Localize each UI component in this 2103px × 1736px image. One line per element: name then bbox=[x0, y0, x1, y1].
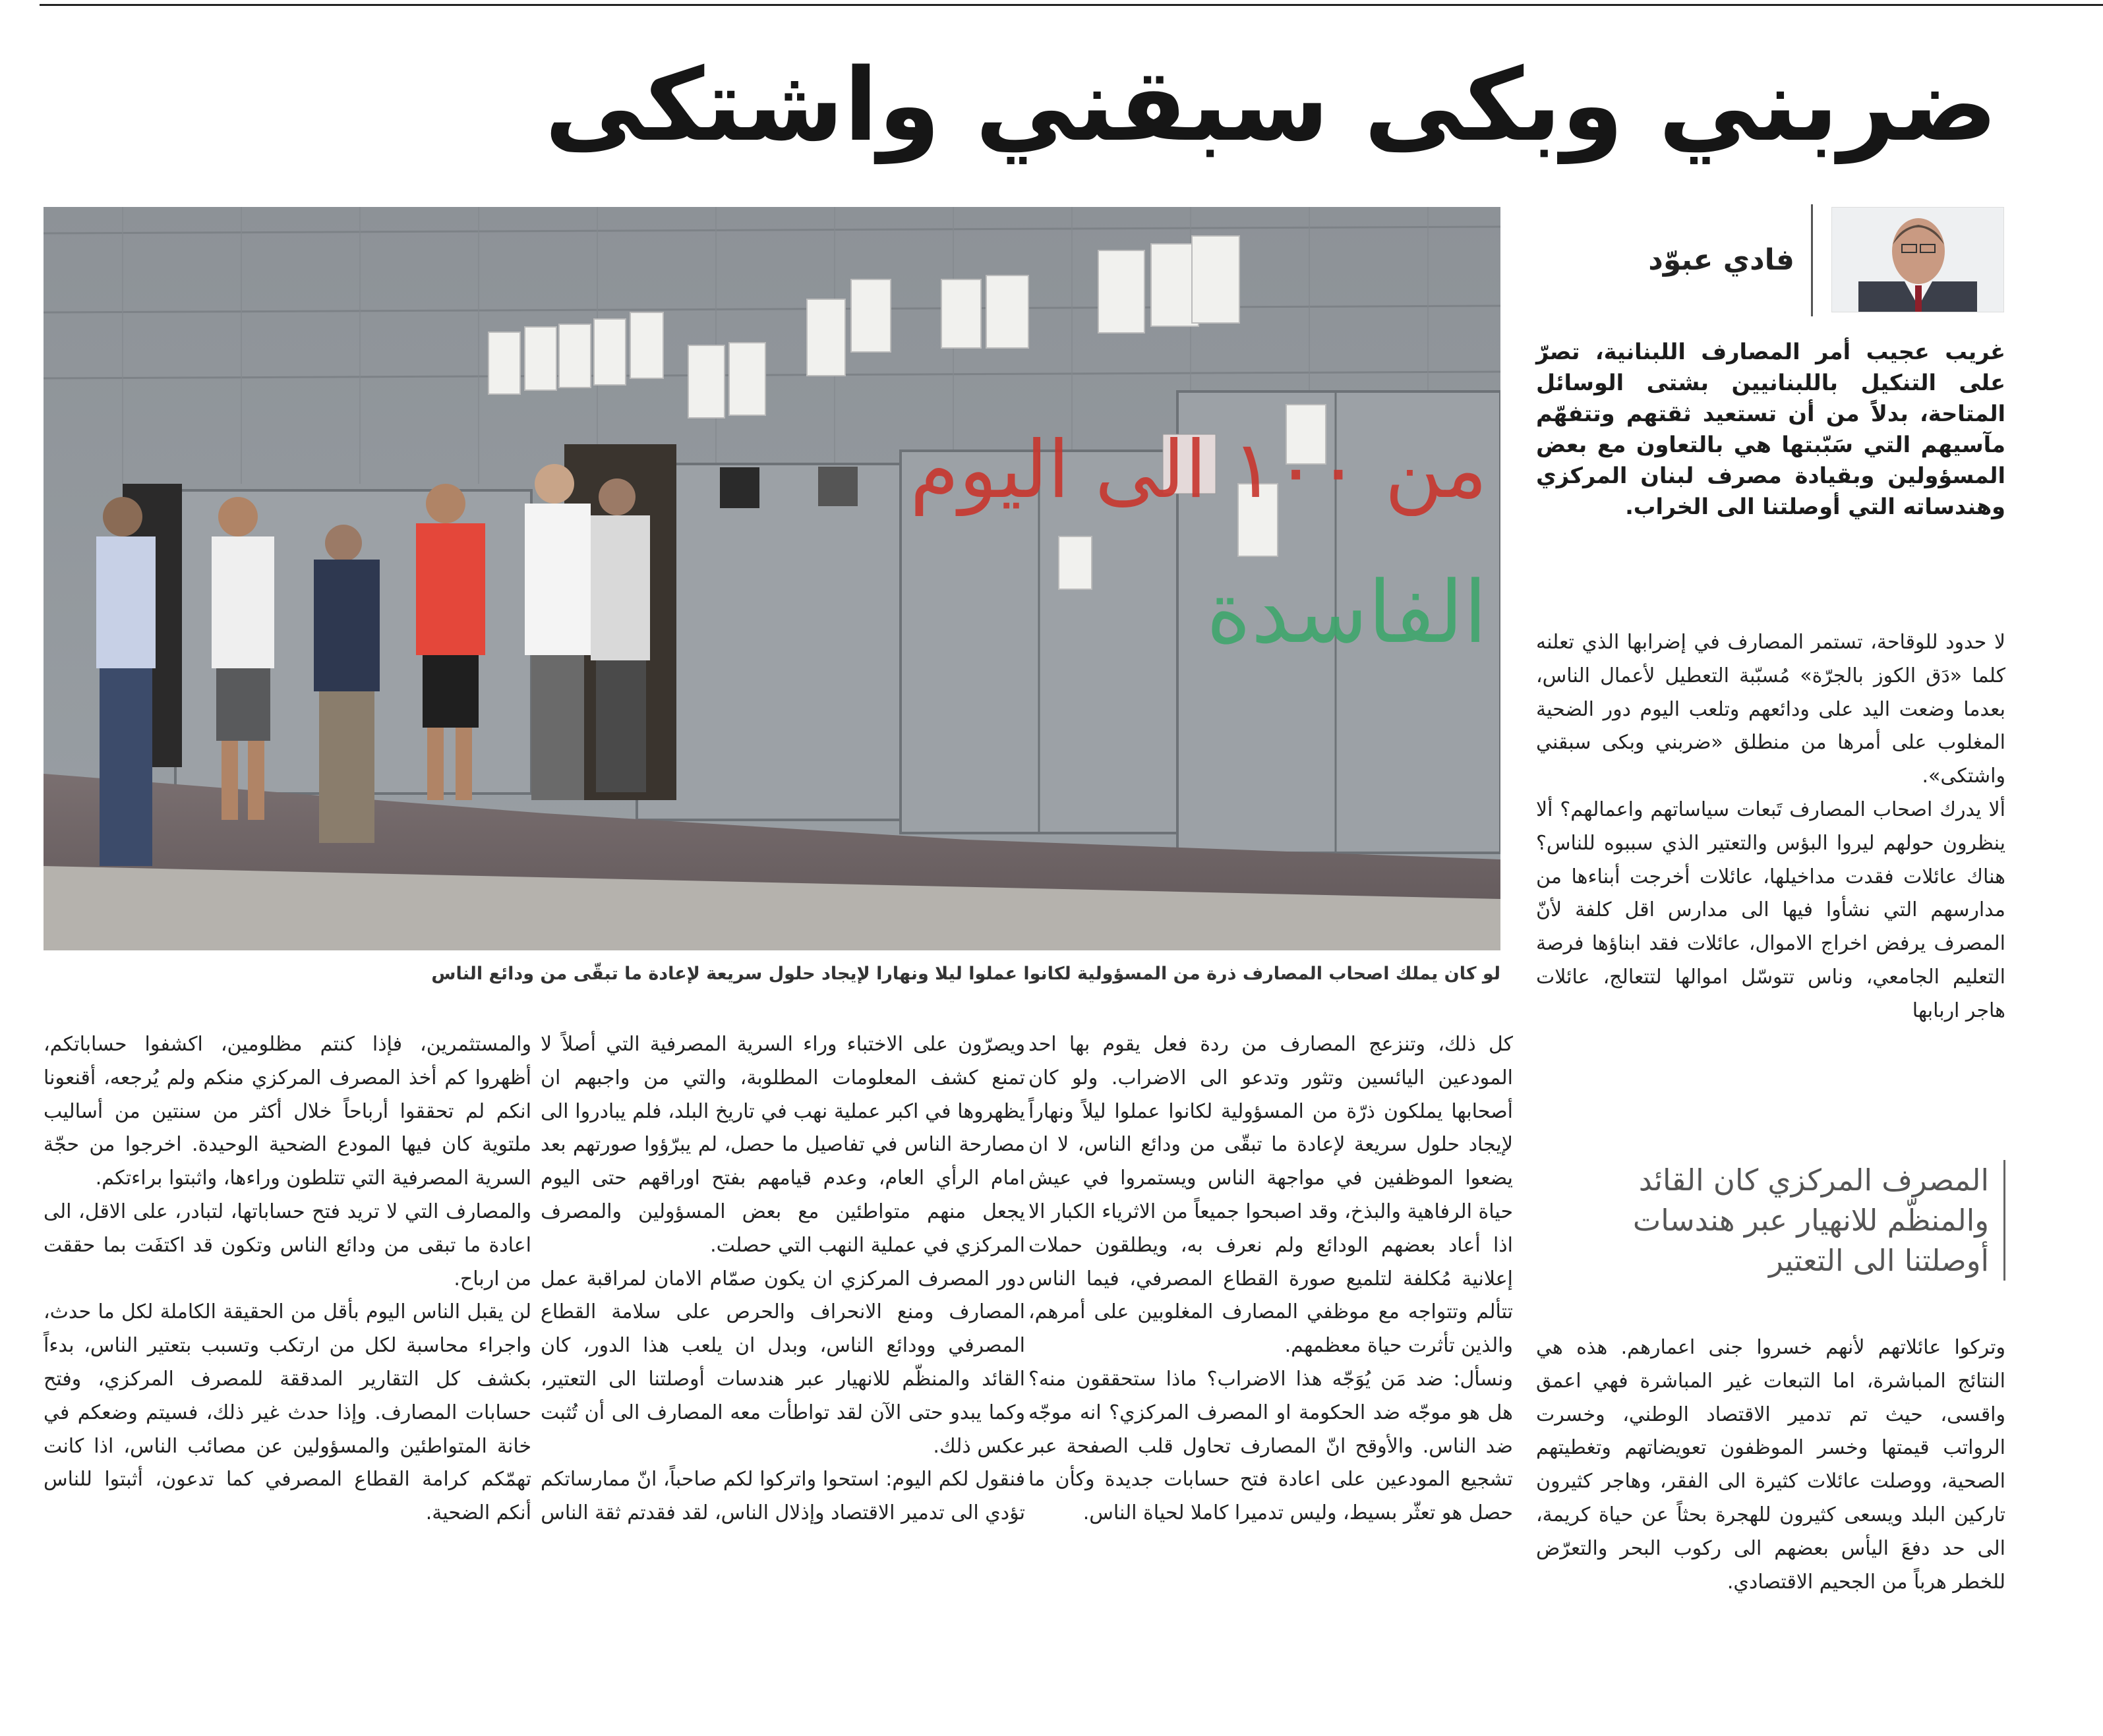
article-lede bbox=[1536, 336, 2005, 522]
paragraph: لن يقبل الناس اليوم بأقل من الحقيقة الكاملة لكل ما حدث، واجراء محاسبة لكل من ارتكب وتسبب بتعتير الناس، بدءاً بكشف كل التقارير المدققة للمصرف المركزي، وفتح حسابات المصارف. وإذا حدث غير ذلك، فسيتم وضعكم في خانة المتواطئين والمسؤولين عن مصائب الناس، اذا كانت تهمّكم كرامة القطاع المصرفي كما تدعون، أثبتوا للناس أنكم الضحية. bbox=[44, 1300, 531, 1525]
byline-divider bbox=[1811, 204, 1813, 316]
paragraph: ونسأل: ضد مَن يُوَجّه هذا الاضراب؟ ماذا ستحققون منه؟ هل هو موجّه ضد الحكومة او المصرف المركزي؟ انه موجّه ضد الناس. والأوقح انّ المصارف تحاول قلب الصفحة عبر تشجيع المودعين على اعادة فتح حسابات جديدة وكأن ما حصل هو تعثّر بسيط، وليس تدميرا كاملا لحياة الناس. bbox=[1028, 1367, 1513, 1525]
paragraph: وتركوا عائلاتهم لأنهم خسروا جنى اعمارهم. هذه هي النتائج المباشرة، اما التبعات غير المباشرة فهي اعمق واقسى، حيث تم تدمير الاقتصاد الوطني، وخسرت الرواتب قيمتها وخسر الموظفون تعويضاتهم وتغطيتهم الصحية، ووصلت عائلات كثيرة الى الفقر، وهاجر كثيرون تاركين البلد ويسعى كثيرون للهجرة بحثاً عن حياة كريمة، الى حد دفعَ اليأس بعضهم الى ركوب البحر والتعرّض للخطر هرباً من الجحيم الاقتصادي. bbox=[1536, 1336, 2005, 1594]
top-rule bbox=[40, 4, 2103, 6]
author-name: فادي عبوّد bbox=[1648, 243, 1794, 277]
column-right-top bbox=[1536, 626, 2005, 1028]
photo-caption: لو كان يملك اصحاب المصارف ذرة من المسؤولية لكانوا عملوا ليلا ونهارا لإيجاد حلول سريعة لإعادة ما تبقّى من ودائع الناس bbox=[431, 964, 1500, 984]
column-b bbox=[541, 1028, 1025, 1530]
paragraph: والمستثمرين، فإذا كنتم مظلومين، اكشفوا حساباتكم، أظهروا كم أخذ المصرف المركزي منكم ولم يُرجعه، أقنعونا انكم لم تحققوا أرباحاً خلال أكثر من سنتين من أساليب ملتوية كان فيها المودع الضحية الوحيدة. اخرجوا من حجّة السرية المصرفية التي تتلطون وراءها، واثبتوا براءتكم. bbox=[44, 1033, 531, 1190]
column-a bbox=[1028, 1028, 1513, 1530]
byline bbox=[1510, 204, 2004, 316]
paragraph: فنقول لكم اليوم: استحوا واتركوا لكم صاحباً، انّ ممارساتكم تؤدي الى تدمير الاقتصاد وإذلال الناس، لقد فقدتم ثقة الناس bbox=[541, 1468, 1025, 1525]
pull-quote-line: أوصلتنا الى التعتير bbox=[1768, 1243, 1989, 1278]
column-right-bottom bbox=[1536, 1331, 2005, 1599]
pull-quote-line: والمنظّم للانهيار عبر هندسات bbox=[1632, 1203, 1989, 1238]
pull-quote-line: المصرف المركزي كان القائد bbox=[1638, 1163, 1989, 1198]
paragraph: والمصارف التي لا تريد فتح حساباتها، لتبادر، على الاقل، الى اعادة ما تبقى من ودائع الناس وتكون قد اكتفَت بما حققت من ارباح. bbox=[44, 1200, 531, 1290]
paragraph: لا حدود للوقاحة، تستمر المصارف في إضرابها الذي تعلنه كلما «دَق الكوز بالجرّة» مُسبّبة التعطيل لأعمال الناس، بعدما وضعت اليد على ودائعهم وتلعب اليوم دور الضحية المغلوب على أمرها من منطلق «ضربني وبكى سبقني واشتكى». bbox=[1536, 631, 2005, 788]
graffiti-red: من ١٠٠ الى اليوم bbox=[910, 424, 1487, 516]
headline: ضربني وبكى سبقني واشتكى bbox=[545, 47, 1998, 163]
paragraph: ويصرّون على الاختباء وراء السرية المصرفية التي أصلاً لا تمنع كشف المعلومات المطلوبة، والتي من واجبهم ان يظهروها في اكبر عملية نهب في تاريخ البلد، فلم يبادروا الى مصارحة الناس في تفاصيل ما حصل، لم يبرّؤوا صورتهم بعد امام الرأي العام، وعدم قيامهم بفتح اوراقهم حتى اليوم يجعل منهم متواطئين مع بعض المسؤولين والمصرف المركزي في عملية النهب التي حصلت. bbox=[541, 1033, 1025, 1257]
paragraph: ألا يدرك اصحاب المصارف تَبعات سياساتهم واعمالهم؟ ألا ينظرون حولهم ليروا البؤس والتعتير الذي سببوه للناس؟ هناك عائلات فقدت مداخيلها، عائلات أخرجت أبناءها من مدارسهم التي نشأوا فيها الى مدارس اقل كلفة لأنّ المصرف يرفض اخراج الاموال، عائلات فقد ابناؤها فرصة التعليم الجامعي، وناس تتوسّل اموالها لتتعالج، عائلات هاجر اربابها bbox=[1536, 797, 2005, 1022]
lede-paragraph: غريب عجيب أمر المصارف اللبنانية، تصرّ على التنكيل باللبنانيين بشتى الوسائل المتاحة، بدلاً من أن تستعيد ثقتهم وتتفهّم مآسيهم التي سَبّبتها هي بالتعاون مع بعض المسؤولين وبقيادة مصرف لبنان المركزي وهندساته التي أوصلتنا الى الخراب. bbox=[1536, 339, 2005, 519]
paragraph: كل ذلك، وتنزعج المصارف من ردة فعل يقوم بها احد المودعين اليائسين وتثور وتدعو الى الاضراب. ولو كان أصحابها يملكون ذرّة من المسؤولية لكانوا عملوا ليلاً ونهاراً لإيجاد حلول سريعة لإعادة ما تبقّى من ودائع الناس، لا ان يضعوا الموظفين في مواجهة الناس ويستمروا في عيش حياة الرفاهية والبذخ، وقد اصبحوا جميعاً من الاثرياء الكبار الا اذا أعاد بعضهم الودائع ولم نعرف به، ويطلقون حملات إعلانية مُكلفة لتلميع صورة القطاع المصرفي، فيما الناس تتألم وتتواجه مع موظفي المصارف المغلوبين على أمرهم، والذين تأثرت حياة معظمهم. bbox=[1028, 1033, 1513, 1358]
author-photo bbox=[1831, 207, 2004, 312]
news-photo bbox=[44, 207, 1500, 950]
pull-quote bbox=[1536, 1160, 2005, 1281]
graffiti-green: الفاسدة bbox=[1206, 562, 1487, 662]
column-c bbox=[44, 1028, 531, 1530]
paragraph: دور المصرف المركزي ان يكون صمّام الامان لمراقبة عمل المصارف ومنع الانحراف والحرص على سلامة القطاع المصرفي وودائع الناس، وبدل ان يلعب هذا الدور، كان القائد والمنظّم للانهيار عبر هندسات أوصلتنا الى التعتير، وكما يبدو حتى الآن لقد تواطأت معه المصارف الى أن تُثبت عكس ذلك. bbox=[541, 1267, 1025, 1458]
